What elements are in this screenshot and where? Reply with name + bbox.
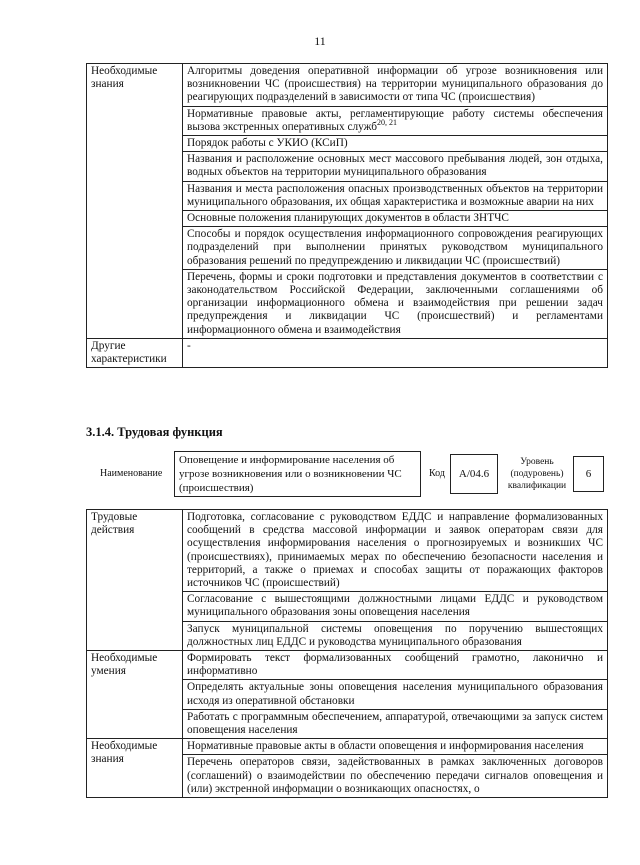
qualification-level: 6 [573,456,604,492]
cell-text: Нормативные правовые акты в области оповещения и информирования населения [183,739,608,755]
function-code: А/04.6 [450,454,498,494]
table-row [87,651,608,680]
section-title: 3.1.4. Трудовая функция [86,425,223,439]
level-label: Уровень (подуровень) квалификации [507,457,567,491]
cell-text: Названия и расположение основных мест массового пребывания людей, зон отдыха, водных объектов на территории муниципального образования [183,152,608,181]
function-name: Оповещение и информирование населения об угрозе возникновения или о возникновении ЧС (происшествия) [174,451,421,497]
row-label: Трудовые действия [87,510,183,651]
table-row [87,338,608,367]
cell-text: Названия и места расположения опасных производственных объектов на территории муниципального образования, их общая характеристика и возможные аварии на них [183,181,608,210]
table-row [87,64,608,107]
function-header [86,451,608,497]
row-label: Другие характеристики [87,338,183,367]
cell-text: Перечень, формы и сроки подготовки и представления документов в соответствии с законодательством Российской Федерации, заключенными соглашениями об организации информационного обмена и взаимодействия при решении задач предупреждения и ликвидации ЧС (происшествий) и регламентами информационного обмена и взаимодействия [183,269,608,338]
table-row [87,510,608,592]
cell-text: Алгоритмы доведения оперативной информации об угрозе возникновения или возникновении ЧС (происшествия) на территории муниципального образования до реагирующих подразделений в зависимости от типа ЧС (происшествия) [183,64,608,107]
page-number: 11 [314,34,326,48]
cell-text: Работать с программным обеспечением, аппаратурой, отвечающими за запуск систем оповещения населения [183,709,608,738]
cell-text: Запуск муниципальной системы оповещения по поручению вышестоящих должностных лиц ЕДДС и руководства муниципального образования [183,621,608,650]
footnote-ref: 20, 21 [377,118,398,128]
cell-text: Перечень операторов связи, задействованных в рамках заключенных договоров (соглашений) о взаимодействии по обеспечению передачи сигналов оповещения и (или) экстренной информации о возникающих опасностях, о [183,755,608,798]
cell-text: Нормативные правовые акты, регламентирующие работу системы обеспечения вызова экстренных оперативных служб$^{20, 21}$ [183,106,608,135]
cell-text: Согласование с вышестоящими должностными лицами ЕДДС и руководством муниципального образования зоны оповещения населения [183,592,608,621]
name-label: Наименование [100,468,163,479]
cell-text: Подготовка, согласование с руководством ЕДДС и направление формализованных сообщений в средства массовой информации и заявок операторам связи для осуществления информирования населения о прогнозируемых и возникших ЧС (происшествиях), принимаемых мерах по обеспечению безопасности населения и территорий, а также о приемах и способах защиты от поражающих факторов источников ЧС (происшествий) [183,510,608,592]
cell-text: Способы и порядок осуществления информационного сопровождения реагирующих подразделений при выполнении принятых руководством муниципального образования решений по предупреждению и ликвидации ЧС (происшествий) [183,227,608,270]
row-label: Необходимые умения [87,651,183,739]
code-label: Код [429,468,445,479]
row-label: Необходимые знания [87,739,183,798]
knowledge-table [86,63,608,368]
cell-text: Определять актуальные зоны оповещения населения муниципального образования исходя из оперативной обстановки [183,680,608,709]
labor-function-table [86,509,608,798]
cell-text: Формировать текст формализованных сообщений грамотно, лаконично и информативно [183,651,608,680]
cell-text: - [183,338,608,367]
table-row [87,739,608,755]
cell-text: Порядок работы с УКИО (КСиП) [183,136,608,152]
cell-text: Основные положения планирующих документов в области ЗНТЧС [183,211,608,227]
row-label: Необходимые знания [87,64,183,339]
